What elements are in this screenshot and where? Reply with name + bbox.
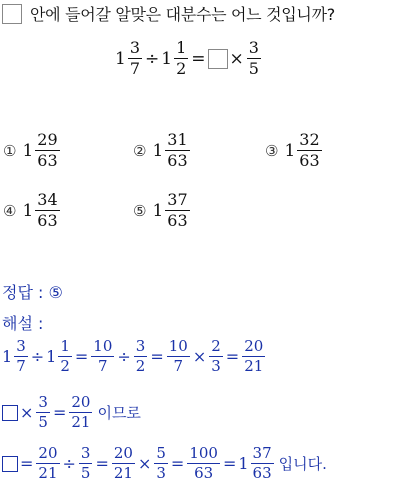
equals-sign: = — [52, 403, 67, 422]
numerator: 20 — [244, 337, 264, 355]
blank-box — [2, 405, 18, 421]
denominator: 7 — [16, 357, 26, 375]
mixed-whole: 1 — [152, 140, 164, 161]
numerator: 5 — [156, 444, 166, 462]
mixed-whole: 1 — [284, 140, 296, 161]
denominator: 63 — [299, 151, 320, 170]
numerator: 3 — [38, 393, 48, 411]
fraction — [35, 132, 59, 169]
fraction — [165, 132, 189, 169]
times-sign: × — [20, 403, 34, 422]
numerator: 37 — [252, 444, 272, 462]
numerator: 3 — [16, 337, 26, 355]
answer-label: 정답 : — [2, 283, 44, 302]
fraction — [35, 192, 59, 229]
choice-marker: ④ — [3, 201, 17, 220]
fraction — [128, 40, 142, 77]
numerator: 32 — [299, 130, 320, 149]
question-text: 안에 들어갈 알맞은 대분수는 어느 것입니까? — [30, 5, 335, 24]
fraction — [209, 339, 223, 374]
equals-sign: = — [20, 454, 34, 473]
fraction — [297, 132, 321, 169]
denominator: 7 — [98, 357, 108, 375]
numerator: 10 — [93, 337, 113, 355]
equals-sign: = — [191, 48, 206, 69]
fraction — [187, 446, 220, 481]
answer-row — [2, 280, 63, 303]
fraction — [14, 339, 28, 374]
numerator: 2 — [211, 337, 221, 355]
denominator: 5 — [248, 59, 259, 78]
numerator: 3 — [135, 337, 146, 355]
answer-value: ⑤ — [48, 283, 63, 302]
explanation-label: 해설 : — [2, 314, 44, 333]
mixed-whole: 1 — [22, 200, 34, 221]
fraction — [167, 339, 190, 374]
choice-marker: ⑤ — [133, 201, 147, 220]
denominator: 2 — [60, 357, 70, 375]
numerator: 34 — [37, 190, 58, 209]
numerator: 37 — [167, 190, 188, 209]
choice-marker: ① — [3, 141, 17, 160]
explanation-line-2 — [2, 395, 141, 430]
fraction — [91, 339, 114, 374]
choice-marker: ② — [133, 141, 147, 160]
blank-box — [2, 456, 18, 472]
fraction — [134, 339, 148, 374]
fraction — [79, 446, 93, 481]
mixed-whole: 1 — [152, 200, 164, 221]
divide-sign: ÷ — [30, 347, 45, 366]
divide-sign: ÷ — [145, 48, 160, 69]
choice-5[interactable] — [133, 192, 191, 229]
numerator: 29 — [37, 130, 58, 149]
equals-sign: = — [95, 454, 109, 473]
mixed-whole: 1 — [115, 48, 126, 69]
choice-3[interactable] — [265, 132, 323, 169]
denominator: 63 — [37, 211, 58, 230]
equals-sign: = — [222, 454, 237, 473]
mixed-whole: 1 — [161, 48, 173, 69]
mixed-whole: 1 — [2, 347, 13, 366]
denominator: 5 — [80, 464, 91, 482]
times-sign: × — [229, 48, 244, 69]
denominator: 63 — [194, 464, 214, 482]
equals-sign: = — [170, 454, 185, 473]
fraction — [165, 192, 189, 229]
mixed-whole: 1 — [46, 347, 57, 366]
fraction — [36, 395, 50, 430]
fraction — [112, 446, 135, 481]
numerator: 3 — [80, 444, 91, 462]
fraction — [247, 40, 261, 77]
times-sign: × — [137, 454, 152, 473]
choice-marker: ③ — [265, 141, 279, 160]
denominator: 63 — [167, 151, 188, 170]
denominator: 3 — [156, 464, 166, 482]
fraction — [58, 339, 72, 374]
divide-sign: ÷ — [117, 347, 131, 366]
fraction — [69, 395, 92, 430]
denominator: 21 — [113, 464, 133, 482]
fraction — [36, 446, 59, 481]
equals-sign: = — [150, 347, 164, 366]
denominator: 21 — [71, 413, 91, 431]
numerator: 1 — [176, 38, 187, 57]
denominator: 21 — [38, 464, 58, 482]
fraction — [154, 446, 168, 481]
blank-box — [208, 49, 228, 69]
explanation-line-1 — [2, 339, 266, 374]
choice-4[interactable] — [3, 192, 61, 229]
equals-sign: = — [225, 347, 240, 366]
numerator: 10 — [168, 337, 188, 355]
fraction — [242, 339, 265, 374]
numerator: 20 — [71, 393, 91, 411]
denominator: 21 — [244, 357, 264, 375]
mixed-whole: 1 — [22, 140, 34, 161]
divide-sign: ÷ — [62, 454, 76, 473]
denominator: 63 — [37, 151, 58, 170]
main-equation — [115, 40, 262, 77]
numerator: 100 — [189, 444, 218, 462]
denominator: 3 — [211, 357, 221, 375]
fraction — [251, 446, 274, 481]
numerator: 20 — [38, 444, 58, 462]
suffix-text: 이므로 — [97, 404, 141, 422]
numerator: 31 — [167, 130, 188, 149]
denominator: 63 — [252, 464, 272, 482]
answer-blank-box — [2, 4, 22, 24]
explanation-line-3 — [2, 446, 327, 481]
numerator: 20 — [113, 444, 133, 462]
numerator: 1 — [60, 337, 70, 355]
choice-1[interactable] — [3, 132, 61, 169]
denominator: 63 — [167, 211, 188, 230]
equals-sign: = — [74, 347, 89, 366]
numerator: 3 — [248, 38, 259, 57]
question — [2, 2, 335, 25]
denominator: 7 — [173, 357, 184, 375]
numerator: 3 — [129, 38, 141, 57]
suffix-text: 입니다. — [278, 455, 327, 473]
fraction — [174, 40, 188, 77]
denominator: 7 — [129, 59, 141, 78]
denominator: 2 — [176, 59, 187, 78]
choice-2[interactable] — [133, 132, 191, 169]
denominator: 5 — [38, 413, 48, 431]
mixed-whole: 1 — [238, 454, 249, 473]
denominator: 2 — [135, 357, 146, 375]
times-sign: × — [192, 347, 207, 366]
